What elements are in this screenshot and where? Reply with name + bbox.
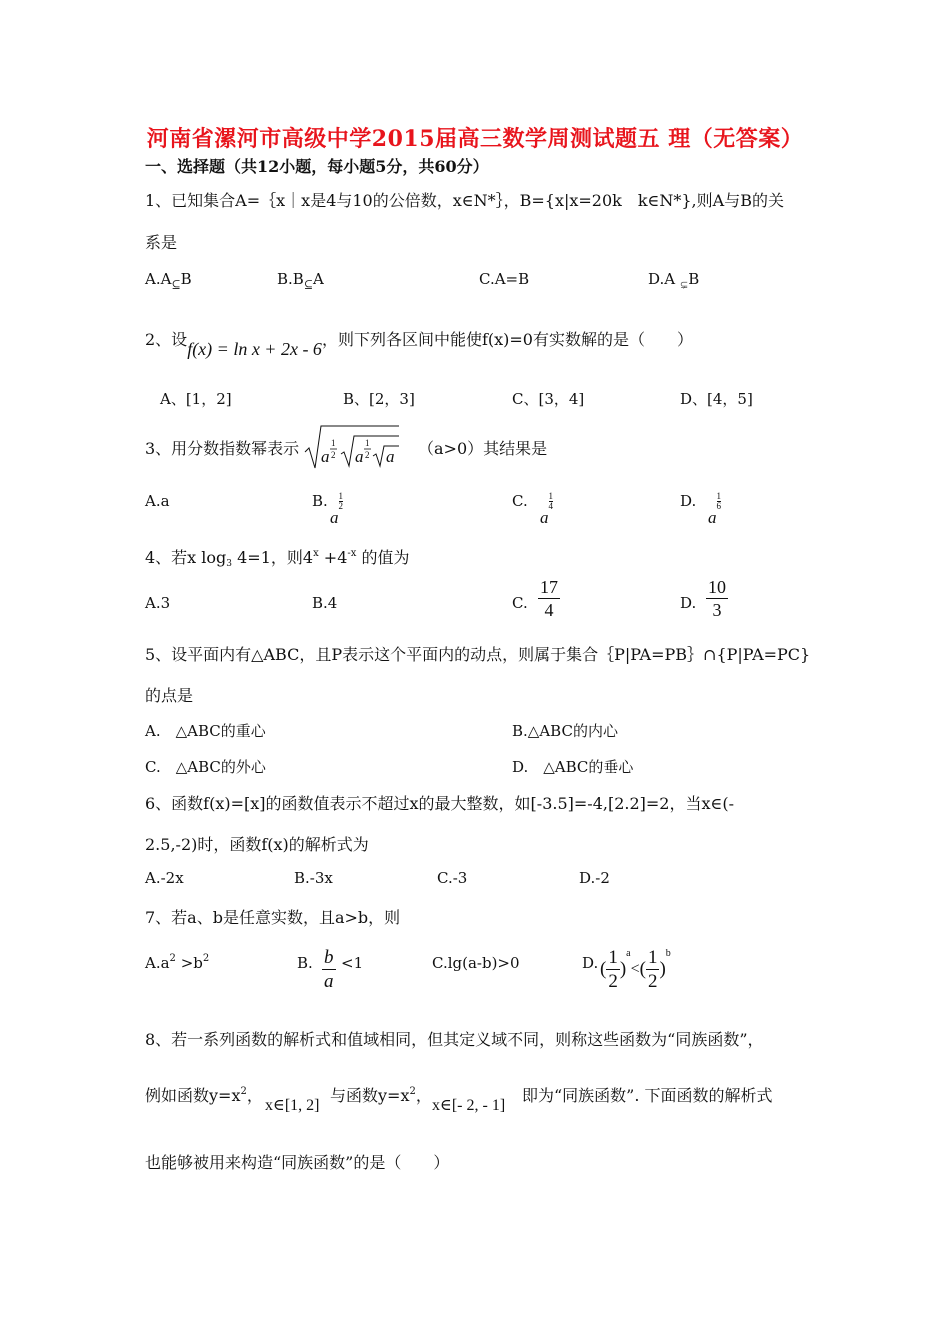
question-1-option-b: $B.B_⊆A$	[277, 270, 324, 291]
question-8-line2-mid: 与函数$y=x^2$，	[330, 1086, 432, 1105]
question-5-line1: 5、设平面内有△ABC，且P表示这个平面内的动点，则属于集合｛P|PA=PB｝∩{P|PA=PC}	[145, 645, 811, 664]
svg-text:1: 1	[331, 438, 336, 448]
question-3-option-a: A.a	[145, 492, 170, 510]
question-4-option-d-fraction: $\frac{10}{3}$	[708, 577, 726, 620]
question-3-option-d: D.	[680, 492, 697, 510]
question-6-option-a: A.-2x	[145, 869, 184, 887]
question-7-option-d: D.	[582, 954, 599, 972]
question-3-option-c-expr: a $\frac{1}{4}$	[540, 491, 553, 527]
question-3-option-b-expr: a $\frac{1}{2}$	[330, 491, 343, 527]
question-7-option-a: $A.a^2 >b^2$	[145, 953, 210, 972]
question-4-option-b: B.4	[312, 594, 338, 612]
question-7-option-b-tail: <1	[341, 954, 364, 972]
svg-text:2: 2	[365, 450, 370, 460]
question-4-option-c: C.	[512, 594, 528, 612]
question-8-line2-tail: 即为“同族函数”. 下面函数的解析式	[522, 1086, 773, 1105]
subset-symbol: ⊆	[171, 278, 181, 291]
question-4-option-a: A.3	[145, 594, 171, 612]
question-2-option-b: B、[2，3]	[343, 390, 415, 408]
question-2-option-c: C、[3，4]	[512, 390, 585, 408]
question-1-option-a: $A.A_⊆B$	[145, 270, 192, 291]
question-6-option-c: C.-3	[437, 869, 468, 887]
question-3-option-d-expr: a $\frac{1}{6}$	[708, 491, 721, 527]
question-8-domain-2: x∈[- 2, - 1]	[432, 1097, 506, 1114]
question-7-option-b-fraction: $\frac{b}{a}$	[324, 947, 334, 992]
question-2-option-d: D、[4，5]	[680, 390, 753, 408]
question-1-line2: 系是	[145, 233, 178, 252]
question-2-stem: 2、设f(x) = ln x + 2x - 6，则下列各区间中能使f(x)=0有实数解的是（ ）	[145, 330, 693, 359]
question-5-option-b: B.△ABC的内心	[512, 722, 618, 740]
svg-text:1: 1	[365, 438, 370, 448]
question-6-option-b: B.-3x	[294, 869, 333, 887]
svg-text:a: a	[386, 447, 395, 466]
question-8-line3: 也能够被用来构造“同族函数”的是（ ）	[145, 1153, 450, 1172]
question-1-line1: 1、已知集合A=｛x｜x是4与10的公倍数，x∈N*｝，B={x|x=20k k∈N*},则A与B的关	[145, 191, 784, 210]
proper-subset-symbol: ⊊	[679, 280, 689, 291]
question-7-option-c: C.lg(a-b)>0	[432, 954, 520, 972]
question-7-stem: 7、若a、b是任意实数，且a>b，则	[145, 908, 401, 927]
question-7-option-d-expr: ( $\frac{1}{2}$ )$^a$<( $\frac{1}{2}$ )$^b$	[600, 947, 671, 992]
question-5-option-d: D. △ABC的垂心	[512, 758, 634, 776]
question-7-option-b: B.	[297, 954, 313, 972]
question-3-nested-radical	[303, 422, 401, 470]
question-8-domain-1: x∈[1, 2]	[265, 1097, 320, 1114]
question-3-option-b: B.	[312, 492, 328, 510]
subset-symbol: ⊆	[303, 278, 314, 291]
question-2-formula: f(x) = ln x + 2x - 6	[187, 339, 322, 359]
question-6-line2: 2.5,-2)时，函数f(x)的解析式为	[145, 835, 369, 854]
question-4-option-d: D.	[680, 594, 697, 612]
svg-text:a: a	[321, 447, 330, 466]
question-3-suffix: （a>0）其结果是	[418, 439, 548, 458]
question-2-option-a: A、[1，2]	[160, 390, 232, 408]
question-6-option-d: D.-2	[579, 869, 610, 887]
question-8-line2: 例如函数$y=x^2$，	[145, 1086, 263, 1105]
question-1-option-d: D.A $_⊊$B	[648, 270, 700, 291]
document-title: 河南省漯河市高级中学2015届高三数学周测试题五 理（无答案）	[146, 126, 804, 152]
question-5-option-c: C. △ABC的外心	[145, 758, 266, 776]
question-3-option-c: C.	[512, 492, 528, 510]
svg-text:a: a	[355, 447, 364, 466]
question-8-line1: 8、若一系列函数的解析式和值域相同，但其定义域不同，则称这些函数为“同族函数”，	[145, 1030, 764, 1049]
section-heading: 一、选择题（共12小题，每小题5分，共60分）	[145, 157, 489, 176]
question-1-option-c: C.A=B	[479, 270, 530, 288]
question-5-option-a: A. △ABC的重心	[145, 722, 266, 740]
question-5-line2: 的点是	[145, 686, 194, 705]
question-4-option-c-fraction: $\frac{17}{4}$	[540, 577, 558, 620]
question-6-line1: 6、函数f(x)=[x]的函数值表示不超过x的最大整数，如[-3.5]=-4,[2.2]=2，当x∈(-	[145, 794, 734, 813]
question-4-stem: 4、若x log3 4=1，则$4^x +4^{-x}$ 的值为	[145, 548, 410, 569]
question-3-prefix: 3、用分数指数幂表示	[145, 439, 300, 458]
svg-text:2: 2	[331, 450, 336, 460]
